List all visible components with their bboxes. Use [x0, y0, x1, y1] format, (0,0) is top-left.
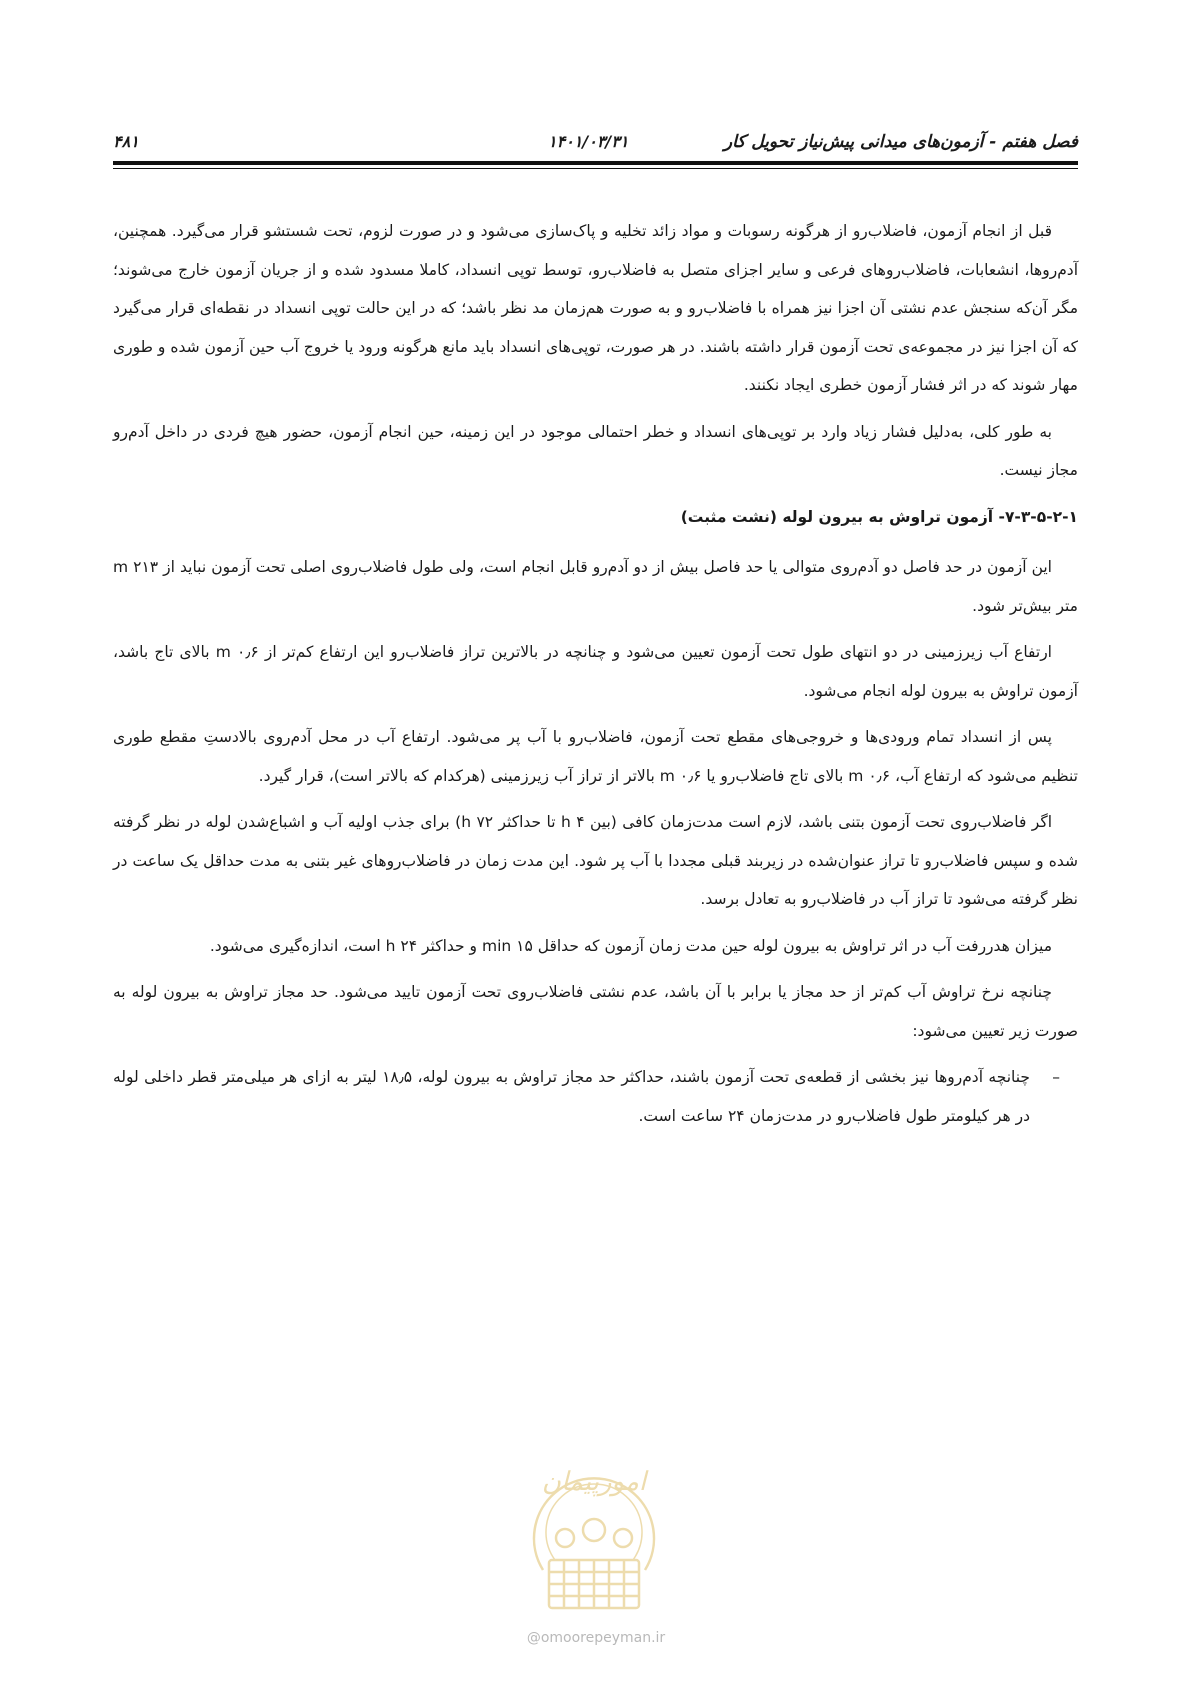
paragraph: قبل از انجام آزمون، فاضلاب‌رو از هرگونه رسوبات و مواد زائد تخلیه و پاک‌سازی می‌شود و در صورت لزوم، تحت شستشو قرار می‌گیرد. همچنین، آدم‌روها، انشعابات، فاضلاب‌روهای فرعی و سایر اجزای متصل به فاضلاب‌رو، توسط توپی انسداد، کاملا مسدود شده و از جریان آزمون خارج می‌شوند؛ مگر آن‌که سنجش عدم نشتی آن اجزا نیز همراه با فاضلاب‌رو و به صورت هم‌زمان مد نظر باشد؛ که در این حالت توپی انسداد در نقطه‌ای قرار می‌گیرد که آن اجزا نیز در مجموعه‌ی تحت آزمون قرار داشته باشند. در هر صورت، توپی‌های انسداد باید مانع هرگونه ورود یا خروج آب حین آزمون شده و طوری مهار شوند که در اثر فشار آزمون خطری ایجاد نکنند. [113, 222, 1078, 394]
header-rule-thin [113, 168, 1078, 169]
list-dash: – [1052, 1068, 1060, 1086]
section-heading: ۷-۳-۵-۲-۱- آزمون تراوش به بیرون لوله (نشت مثبت) [680, 507, 1078, 526]
paragraph: چنانچه نرخ تراوش آب کم‌تر از حد مجاز یا برابر با آن باشد، عدم نشتی فاضلاب‌روی تحت آزمون تایید می‌شود. حد مجاز تراوش به بیرون لوله به صورت زیر تعیین می‌شود: [113, 983, 1078, 1040]
list-item-text: چنانچه آدم‌روها نیز بخشی از قطعه‌ی تحت آزمون باشند، حداکثر حد مجاز تراوش به بیرون لوله، ۱۸٫۵ لیتر به ازای هر میلی‌متر قطر داخلی لوله در هر کیلومتر طول فاضلاب‌رو در مدت‌زمان ۲۴ ساعت است. [113, 1068, 1031, 1125]
header-date: ۱۴۰۱/۰۳/۳۱ [548, 132, 629, 151]
chapter-title: فصل هفتم - آزمون‌های میدانی پیش‌نیاز تحویل کار [723, 132, 1078, 152]
list-item [113, 1058, 1078, 1135]
header-rule-thick [113, 161, 1078, 165]
paragraph: به طور کلی، به‌دلیل فشار زیاد وارد بر توپی‌های انسداد و خطر احتمالی موجود در این زمینه، حین انجام آزمون، حضور هیچ فردی در داخل آدم‌رو مجاز نیست. [113, 422, 1078, 479]
paragraph: اگر فاضلاب‌روی تحت آزمون بتنی باشد، لازم است مدت‌زمان کافی (بین ۴ h تا حداکثر ۷۲ h) برای جذب اولیه آب و اشباع‌شدن لوله در نظر گرفته شده و سپس فاضلاب‌رو تا تراز عنوان‌شده در زیربند قبلی مجددا با آب پر شود. این مدت زمان در فاضلاب‌روهای غیر بتنی به مدت حداقل یک ساعت در نظر گرفته می‌شود تا تراز آب در فاضلاب‌رو به تعادل برسد. [113, 813, 1078, 908]
watermark-logo [503, 1420, 685, 1620]
page-body [113, 212, 1078, 1135]
watermark-logo-text: امورپیمان [541, 1467, 647, 1497]
page-header [113, 128, 1078, 162]
page-number: ۴۸۱ [113, 132, 139, 151]
paragraph: ارتفاع آب زیرزمینی در دو انتهای طول تحت آزمون تعیین می‌شود و چنانچه در بالاترین تراز فاضلاب‌رو این ارتفاع کم‌تر از ۰٫۶ m بالای تاج باشد، آزمون تراوش به بیرون لوله انجام می‌شود. [113, 643, 1078, 700]
paragraph: میزان هدررفت آب در اثر تراوش به بیرون لوله حین مدت زمان آزمون که حداقل ۱۵ min و حداکثر ۲۴ h است، اندازه‌گیری می‌شود. [209, 936, 1052, 955]
paragraph: پس از انسداد تمام ورودی‌ها و خروجی‌های مقطع تحت آزمون، فاضلاب‌رو با آب پر می‌شود. ارتفاع آب در محل آدم‌روی بالادستِ مقطع طوری تنظیم می‌شود که ارتفاع آب، ۰٫۶ m بالای تاج فاضلاب‌رو یا ۰٫۶ m بالاتر از تراز آب زیرزمینی (هرکدام که بالاتر است)، قرار گیرد. [113, 728, 1078, 785]
watermark-url: @omoorepeyman.ir [526, 1630, 666, 1646]
paragraph: این آزمون در حد فاصل دو آدم‌روی متوالی یا حد فاصل بیش از دو آدم‌رو قابل انجام است، ولی طول فاضلاب‌روی اصلی تحت آزمون نباید از ۲۱۳ m متر بیش‌تر شود. [113, 558, 1078, 615]
